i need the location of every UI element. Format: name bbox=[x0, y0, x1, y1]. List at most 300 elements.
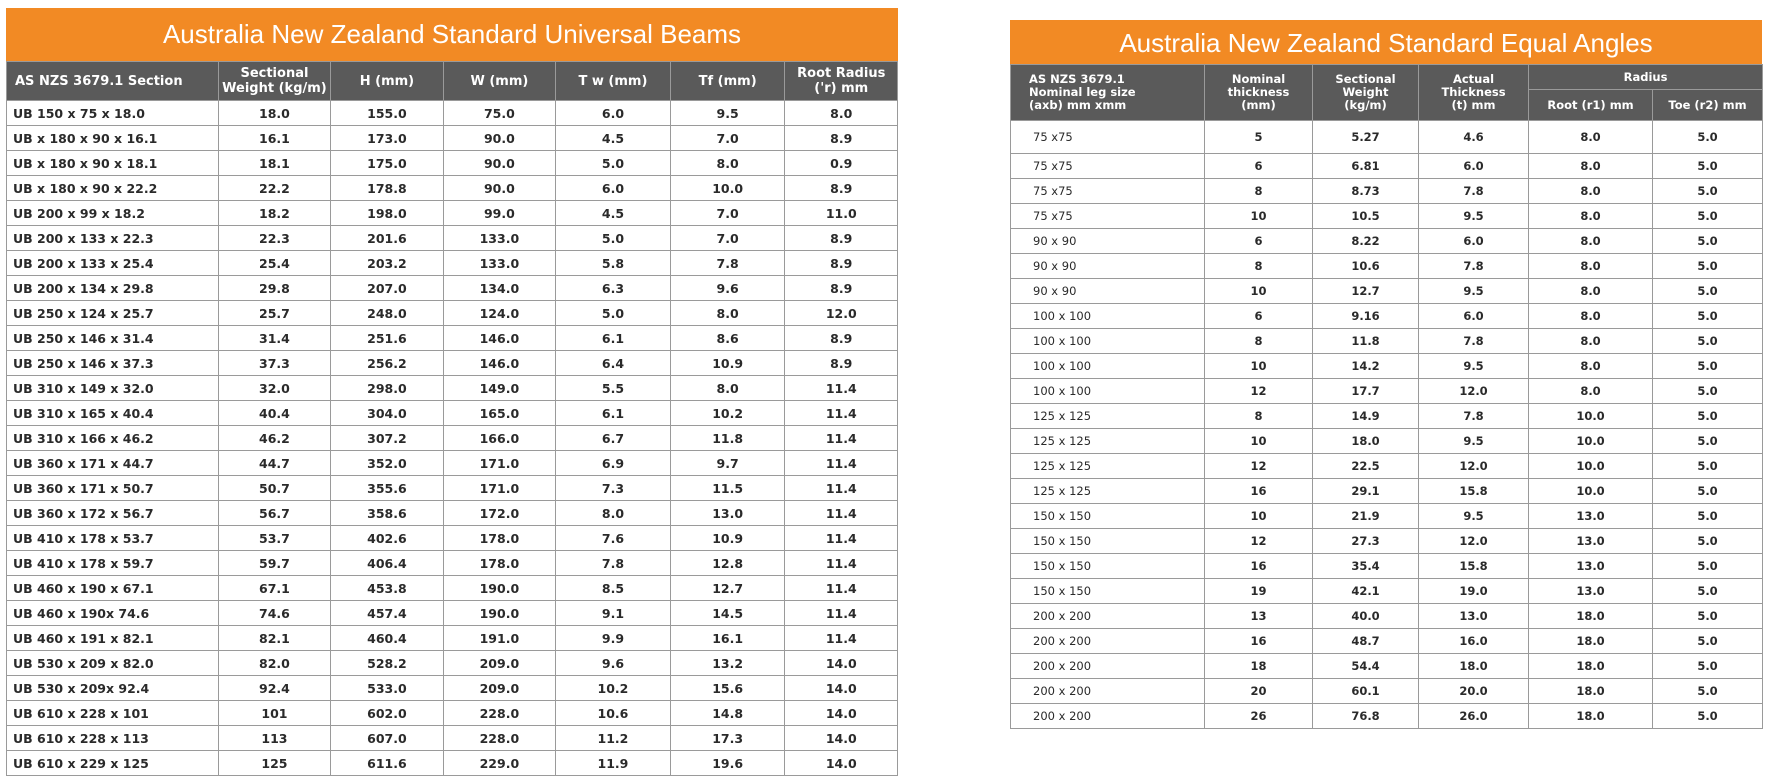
angles-table-cell: 6 bbox=[1205, 154, 1313, 179]
beams-table-cell: 8.9 bbox=[785, 351, 898, 376]
beams-table-cell: 82.0 bbox=[218, 651, 330, 676]
angles-table-row bbox=[1011, 704, 1763, 729]
beams-table-cell: 11.4 bbox=[785, 601, 898, 626]
beams-table-cell: UB 360 x 171 x 44.7 bbox=[7, 451, 219, 476]
angles-table-row bbox=[1011, 629, 1763, 654]
angles-header-nominal-line2: thickness bbox=[1227, 85, 1290, 99]
angles-header-weight-line3: (kg/m) bbox=[1344, 98, 1387, 112]
angles-table-cell: 75 x75 bbox=[1011, 179, 1205, 204]
beams-table-cell: 90.0 bbox=[443, 151, 555, 176]
angles-table-cell: 150 x 150 bbox=[1011, 529, 1205, 554]
angles-table-cell: 125 x 125 bbox=[1011, 479, 1205, 504]
beams-table-cell: 171.0 bbox=[443, 451, 555, 476]
angles-table-cell: 5.0 bbox=[1653, 429, 1763, 454]
angles-table-cell: 8 bbox=[1205, 329, 1313, 354]
beams-table-cell: 251.6 bbox=[331, 326, 443, 351]
beams-table-cell: 16.1 bbox=[218, 126, 330, 151]
angles-table-cell: 90 x 90 bbox=[1011, 229, 1205, 254]
beams-table-cell: 11.9 bbox=[556, 751, 671, 776]
angles-table bbox=[1010, 64, 1763, 729]
beams-table-cell: 228.0 bbox=[443, 726, 555, 751]
angles-header-actual-line2: Thickness bbox=[1441, 85, 1506, 99]
beams-table-cell: 11.4 bbox=[785, 526, 898, 551]
angles-table-row bbox=[1011, 379, 1763, 404]
angles-table-cell: 26 bbox=[1205, 704, 1313, 729]
angles-table-cell: 5.0 bbox=[1653, 121, 1763, 154]
beams-table-cell: UB 410 x 178 x 59.7 bbox=[7, 551, 219, 576]
beams-table-cell: 172.0 bbox=[443, 501, 555, 526]
angles-table-cell: 76.8 bbox=[1313, 704, 1419, 729]
beams-table-cell: UB 460 x 191 x 82.1 bbox=[7, 626, 219, 651]
angles-table-cell: 48.7 bbox=[1313, 629, 1419, 654]
angles-table-cell: 18.0 bbox=[1529, 629, 1653, 654]
beams-table-cell: 171.0 bbox=[443, 476, 555, 501]
angles-table-cell: 42.1 bbox=[1313, 579, 1419, 604]
beams-table-cell: 460.4 bbox=[331, 626, 443, 651]
beams-table-cell: UB 460 x 190 x 67.1 bbox=[7, 576, 219, 601]
beams-table-cell: UB x 180 x 90 x 16.1 bbox=[7, 126, 219, 151]
beams-table-cell: 133.0 bbox=[443, 251, 555, 276]
beams-header-w: W (mm) bbox=[443, 62, 555, 101]
beams-table-cell: UB 460 x 190x 74.6 bbox=[7, 601, 219, 626]
angles-table-row bbox=[1011, 579, 1763, 604]
beams-table-cell: 101 bbox=[218, 701, 330, 726]
angles-table-cell: 10 bbox=[1205, 204, 1313, 229]
angles-table-row bbox=[1011, 279, 1763, 304]
beams-table-row bbox=[7, 476, 898, 501]
beams-table-cell: 5.8 bbox=[556, 251, 671, 276]
angles-table-cell: 40.0 bbox=[1313, 604, 1419, 629]
beams-table-cell: 6.9 bbox=[556, 451, 671, 476]
angles-table-cell: 18.0 bbox=[1529, 679, 1653, 704]
beams-table-cell: 10.2 bbox=[670, 401, 785, 426]
angles-table-cell: 5.0 bbox=[1653, 654, 1763, 679]
angles-table-cell: 5.0 bbox=[1653, 579, 1763, 604]
beams-table-cell: 22.3 bbox=[218, 226, 330, 251]
beams-table-cell: 165.0 bbox=[443, 401, 555, 426]
beams-table-cell: 11.0 bbox=[785, 201, 898, 226]
angles-table-cell: 5.0 bbox=[1653, 254, 1763, 279]
beams-table-cell: 9.7 bbox=[670, 451, 785, 476]
angles-table-cell: 10.0 bbox=[1529, 479, 1653, 504]
beams-table-cell: 175.0 bbox=[331, 151, 443, 176]
angles-table-cell: 12.0 bbox=[1419, 379, 1529, 404]
angles-table-cell: 150 x 150 bbox=[1011, 579, 1205, 604]
beams-table-cell: 8.9 bbox=[785, 326, 898, 351]
beams-table-cell: 25.4 bbox=[218, 251, 330, 276]
beams-table-cell: 11.4 bbox=[785, 426, 898, 451]
angles-table-cell: 8.0 bbox=[1529, 354, 1653, 379]
beams-table-cell: 352.0 bbox=[331, 451, 443, 476]
beams-table-cell: 40.4 bbox=[218, 401, 330, 426]
angles-table-cell: 12 bbox=[1205, 454, 1313, 479]
angles-table-cell: 75 x75 bbox=[1011, 154, 1205, 179]
angles-table-cell: 5.0 bbox=[1653, 229, 1763, 254]
angles-table-cell: 35.4 bbox=[1313, 554, 1419, 579]
angles-table-cell: 5.0 bbox=[1653, 454, 1763, 479]
beams-table-cell: 209.0 bbox=[443, 651, 555, 676]
angles-table-cell: 5.0 bbox=[1653, 679, 1763, 704]
beams-table-cell: UB 250 x 124 x 25.7 bbox=[7, 301, 219, 326]
angles-header-size-line2: Nominal leg size bbox=[1029, 85, 1136, 99]
angles-table-cell: 16.0 bbox=[1419, 629, 1529, 654]
angles-table-cell: 6.0 bbox=[1419, 304, 1529, 329]
angles-table-cell: 6 bbox=[1205, 304, 1313, 329]
angles-table-cell: 100 x 100 bbox=[1011, 304, 1205, 329]
beams-table-cell: 11.2 bbox=[556, 726, 671, 751]
beams-table-cell: 8.9 bbox=[785, 251, 898, 276]
beams-table-cell: 12.0 bbox=[785, 301, 898, 326]
beams-table-cell: 11.4 bbox=[785, 451, 898, 476]
angles-table-cell: 29.1 bbox=[1313, 479, 1419, 504]
angles-table-row bbox=[1011, 204, 1763, 229]
beams-header-weight-line2: Weight (kg/m) bbox=[222, 81, 327, 96]
angles-table-cell: 60.1 bbox=[1313, 679, 1419, 704]
beams-table-cell: 11.4 bbox=[785, 476, 898, 501]
beams-table-row bbox=[7, 201, 898, 226]
angles-table-cell: 100 x 100 bbox=[1011, 329, 1205, 354]
angles-table-cell: 9.5 bbox=[1419, 279, 1529, 304]
angles-table-cell: 100 x 100 bbox=[1011, 354, 1205, 379]
angles-table-cell: 12 bbox=[1205, 529, 1313, 554]
beams-table-cell: 12.8 bbox=[670, 551, 785, 576]
beams-table-cell: 6.7 bbox=[556, 426, 671, 451]
angles-table-cell: 18.0 bbox=[1529, 704, 1653, 729]
angles-header-size bbox=[1011, 65, 1205, 121]
angles-table-row bbox=[1011, 354, 1763, 379]
angles-table-row bbox=[1011, 404, 1763, 429]
angles-table-cell: 5.0 bbox=[1653, 154, 1763, 179]
beams-table-cell: 7.8 bbox=[556, 551, 671, 576]
angles-header-actual-line3: (t) mm bbox=[1451, 98, 1496, 112]
beams-table-cell: 9.9 bbox=[556, 626, 671, 651]
angles-table-row bbox=[1011, 654, 1763, 679]
beams-title: Australia New Zealand Standard Universal Beams bbox=[162, 19, 742, 49]
beams-table-body bbox=[7, 101, 898, 776]
beams-table-row bbox=[7, 126, 898, 151]
beams-table-row bbox=[7, 351, 898, 376]
angles-table-cell: 11.8 bbox=[1313, 329, 1419, 354]
beams-table-row bbox=[7, 501, 898, 526]
angles-table-cell: 22.5 bbox=[1313, 454, 1419, 479]
beams-header-weight bbox=[218, 62, 330, 101]
beams-table-cell: 11.4 bbox=[785, 376, 898, 401]
angles-table-cell: 8.0 bbox=[1529, 329, 1653, 354]
beams-table-cell: 13.0 bbox=[670, 501, 785, 526]
angles-table-cell: 12.0 bbox=[1419, 529, 1529, 554]
angles-table-row bbox=[1011, 304, 1763, 329]
angles-table-cell: 7.8 bbox=[1419, 179, 1529, 204]
angles-table-cell: 8.0 bbox=[1529, 379, 1653, 404]
beams-table-cell: 56.7 bbox=[218, 501, 330, 526]
angles-table-cell: 5.0 bbox=[1653, 329, 1763, 354]
angles-table-cell: 5.0 bbox=[1653, 529, 1763, 554]
beams-table-cell: UB 360 x 171 x 50.7 bbox=[7, 476, 219, 501]
beams-table-cell: 19.6 bbox=[670, 751, 785, 776]
beams-table-cell: 25.7 bbox=[218, 301, 330, 326]
beams-table-cell: 5.0 bbox=[556, 151, 671, 176]
beams-table-cell: 528.2 bbox=[331, 651, 443, 676]
angles-table-cell: 200 x 200 bbox=[1011, 654, 1205, 679]
angles-table-row bbox=[1011, 679, 1763, 704]
beams-table-cell: 178.0 bbox=[443, 551, 555, 576]
beams-table-cell: 11.4 bbox=[785, 551, 898, 576]
angles-table-cell: 125 x 125 bbox=[1011, 404, 1205, 429]
angles-table-cell: 12.7 bbox=[1313, 279, 1419, 304]
beams-table-cell: 173.0 bbox=[331, 126, 443, 151]
beams-table-cell: 22.2 bbox=[218, 176, 330, 201]
beams-table-cell: 8.0 bbox=[785, 101, 898, 126]
beams-table-cell: 9.6 bbox=[556, 651, 671, 676]
beams-table-cell: 10.9 bbox=[670, 526, 785, 551]
angles-table-cell: 8.0 bbox=[1529, 254, 1653, 279]
beams-table-cell: 14.0 bbox=[785, 701, 898, 726]
beams-table-cell: 457.4 bbox=[331, 601, 443, 626]
beams-table-cell: 8.0 bbox=[670, 151, 785, 176]
beams-table-cell: UB 610 x 228 x 101 bbox=[7, 701, 219, 726]
angles-table-cell: 200 x 200 bbox=[1011, 629, 1205, 654]
beams-table-cell: 37.3 bbox=[218, 351, 330, 376]
beams-table-cell: 11.5 bbox=[670, 476, 785, 501]
angles-table-cell: 12 bbox=[1205, 379, 1313, 404]
angles-table-cell: 13.0 bbox=[1529, 529, 1653, 554]
angles-table-cell: 20 bbox=[1205, 679, 1313, 704]
angles-header-weight bbox=[1313, 65, 1419, 121]
angles-table-cell: 15.8 bbox=[1419, 554, 1529, 579]
beams-table-cell: 31.4 bbox=[218, 326, 330, 351]
beams-table-cell: UB 310 x 149 x 32.0 bbox=[7, 376, 219, 401]
beams-table-row bbox=[7, 601, 898, 626]
beams-table-cell: 203.2 bbox=[331, 251, 443, 276]
angles-table-cell: 100 x 100 bbox=[1011, 379, 1205, 404]
beams-table-row bbox=[7, 226, 898, 251]
beams-table-cell: 92.4 bbox=[218, 676, 330, 701]
angles-table-cell: 7.8 bbox=[1419, 329, 1529, 354]
beams-table-row bbox=[7, 176, 898, 201]
beams-table-cell: 453.8 bbox=[331, 576, 443, 601]
beams-table-row bbox=[7, 451, 898, 476]
beams-header-tw: T w (mm) bbox=[556, 62, 671, 101]
beams-table-cell: UB x 180 x 90 x 22.2 bbox=[7, 176, 219, 201]
angles-table-cell: 12.0 bbox=[1419, 454, 1529, 479]
angles-table-cell: 9.5 bbox=[1419, 354, 1529, 379]
beams-table-cell: 4.5 bbox=[556, 126, 671, 151]
beams-table-cell: 298.0 bbox=[331, 376, 443, 401]
angles-table-cell: 8.0 bbox=[1529, 304, 1653, 329]
angles-header-toe: Toe (r2) mm bbox=[1653, 90, 1763, 121]
angles-table-cell: 18.0 bbox=[1419, 654, 1529, 679]
beams-table-cell: 406.4 bbox=[331, 551, 443, 576]
beams-table-cell: UB 200 x 99 x 18.2 bbox=[7, 201, 219, 226]
beams-table-cell: 44.7 bbox=[218, 451, 330, 476]
beams-table-cell: 8.0 bbox=[670, 376, 785, 401]
angles-table-cell: 10 bbox=[1205, 279, 1313, 304]
angles-table-cell: 5 bbox=[1205, 121, 1313, 154]
beams-table-cell: 9.5 bbox=[670, 101, 785, 126]
angles-table-cell: 13.0 bbox=[1529, 579, 1653, 604]
beams-table-cell: 149.0 bbox=[443, 376, 555, 401]
beams-table-cell: 178.8 bbox=[331, 176, 443, 201]
beams-table-cell: 146.0 bbox=[443, 326, 555, 351]
angles-header-weight-line2: Weight bbox=[1342, 85, 1389, 99]
angles-table-cell: 19 bbox=[1205, 579, 1313, 604]
angles-title-banner bbox=[1010, 20, 1762, 64]
beams-table-cell: 133.0 bbox=[443, 226, 555, 251]
beams-table-cell: 8.9 bbox=[785, 126, 898, 151]
angles-table-cell: 7.8 bbox=[1419, 254, 1529, 279]
angles-table-cell: 200 x 200 bbox=[1011, 704, 1205, 729]
beams-table-cell: 134.0 bbox=[443, 276, 555, 301]
beams-table-cell: 5.0 bbox=[556, 226, 671, 251]
angles-table-cell: 18 bbox=[1205, 654, 1313, 679]
beams-table-cell: 14.5 bbox=[670, 601, 785, 626]
angles-table-row bbox=[1011, 554, 1763, 579]
beams-header-weight-line1: Sectional bbox=[240, 66, 309, 81]
angles-table-cell: 5.0 bbox=[1653, 504, 1763, 529]
angles-table-cell: 10 bbox=[1205, 504, 1313, 529]
angles-table-cell: 18.0 bbox=[1529, 604, 1653, 629]
angles-table-cell: 75 x75 bbox=[1011, 204, 1205, 229]
universal-beams-panel bbox=[6, 8, 898, 776]
beams-table-cell: UB 360 x 172 x 56.7 bbox=[7, 501, 219, 526]
beams-table-cell: 6.4 bbox=[556, 351, 671, 376]
angles-table-cell: 20.0 bbox=[1419, 679, 1529, 704]
angles-table-row bbox=[1011, 454, 1763, 479]
angles-header-row-1 bbox=[1011, 65, 1763, 90]
beams-table-cell: UB 310 x 166 x 46.2 bbox=[7, 426, 219, 451]
angles-table-cell: 8.73 bbox=[1313, 179, 1419, 204]
beams-table-row bbox=[7, 576, 898, 601]
angles-header-actual-line1: Actual bbox=[1452, 72, 1495, 86]
angles-table-cell: 5.0 bbox=[1653, 204, 1763, 229]
angles-table-cell: 5.0 bbox=[1653, 629, 1763, 654]
beams-header-root-line1: Root Radius bbox=[797, 66, 886, 81]
beams-table-cell: 18.2 bbox=[218, 201, 330, 226]
angles-table-cell: 10.5 bbox=[1313, 204, 1419, 229]
beams-table-cell: 8.6 bbox=[670, 326, 785, 351]
angles-table-row bbox=[1011, 254, 1763, 279]
angles-table-cell: 27.3 bbox=[1313, 529, 1419, 554]
beams-table-cell: 8.0 bbox=[670, 301, 785, 326]
beams-table-cell: UB 530 x 209 x 82.0 bbox=[7, 651, 219, 676]
beams-table-cell: 11.8 bbox=[670, 426, 785, 451]
angles-header-nominal bbox=[1205, 65, 1313, 121]
beams-table-cell: 90.0 bbox=[443, 176, 555, 201]
angles-table-cell: 8.0 bbox=[1529, 279, 1653, 304]
beams-table-cell: 11.4 bbox=[785, 501, 898, 526]
beams-table-cell: 355.6 bbox=[331, 476, 443, 501]
angles-table-row bbox=[1011, 479, 1763, 504]
angles-table-cell: 54.4 bbox=[1313, 654, 1419, 679]
beams-table-cell: UB 200 x 133 x 22.3 bbox=[7, 226, 219, 251]
angles-table-cell: 5.0 bbox=[1653, 554, 1763, 579]
angles-table-cell: 5.0 bbox=[1653, 404, 1763, 429]
angles-table-cell: 10.0 bbox=[1529, 454, 1653, 479]
angles-header-nominal-line1: Nominal bbox=[1231, 72, 1286, 86]
angles-table-cell: 13.0 bbox=[1419, 604, 1529, 629]
beams-table-cell: 67.1 bbox=[218, 576, 330, 601]
angles-table-cell: 125 x 125 bbox=[1011, 454, 1205, 479]
beams-table-row bbox=[7, 276, 898, 301]
angles-table-cell: 14.9 bbox=[1313, 404, 1419, 429]
angles-table-cell: 6.0 bbox=[1419, 154, 1529, 179]
angles-table-row bbox=[1011, 229, 1763, 254]
beams-table-cell: 191.0 bbox=[443, 626, 555, 651]
angles-table-cell: 6.0 bbox=[1419, 229, 1529, 254]
beams-table-row bbox=[7, 701, 898, 726]
angles-table-cell: 90 x 90 bbox=[1011, 254, 1205, 279]
beams-table bbox=[6, 61, 898, 776]
beams-table-cell: 11.4 bbox=[785, 626, 898, 651]
beams-table-cell: 7.0 bbox=[670, 126, 785, 151]
beams-table-cell: 307.2 bbox=[331, 426, 443, 451]
beams-table-cell: 190.0 bbox=[443, 601, 555, 626]
beams-table-cell: 125 bbox=[218, 751, 330, 776]
angles-table-cell: 4.6 bbox=[1419, 121, 1529, 154]
beams-table-cell: 14.8 bbox=[670, 701, 785, 726]
beams-table-cell: 6.1 bbox=[556, 401, 671, 426]
beams-table-row bbox=[7, 751, 898, 776]
beams-table-cell: 7.0 bbox=[670, 201, 785, 226]
beams-table-row bbox=[7, 251, 898, 276]
angles-table-cell: 14.2 bbox=[1313, 354, 1419, 379]
beams-table-cell: 12.7 bbox=[670, 576, 785, 601]
angles-header-size-line3: (axb) mm xmm bbox=[1029, 98, 1127, 112]
angles-table-cell: 9.5 bbox=[1419, 204, 1529, 229]
angles-table-cell: 19.0 bbox=[1419, 579, 1529, 604]
beams-table-cell: 6.1 bbox=[556, 326, 671, 351]
angles-table-row bbox=[1011, 529, 1763, 554]
beams-table-row bbox=[7, 676, 898, 701]
angles-table-cell: 5.0 bbox=[1653, 379, 1763, 404]
angles-table-cell: 8 bbox=[1205, 179, 1313, 204]
beams-table-cell: 0.9 bbox=[785, 151, 898, 176]
beams-table-cell: 59.7 bbox=[218, 551, 330, 576]
beams-table-cell: 17.3 bbox=[670, 726, 785, 751]
angles-table-row bbox=[1011, 604, 1763, 629]
angles-header-radius: Radius bbox=[1529, 65, 1763, 90]
beams-table-row bbox=[7, 651, 898, 676]
angles-table-row bbox=[1011, 121, 1763, 154]
beams-table-row bbox=[7, 526, 898, 551]
beams-table-cell: 29.8 bbox=[218, 276, 330, 301]
beams-table-cell: 113 bbox=[218, 726, 330, 751]
beams-header-h: H (mm) bbox=[331, 62, 443, 101]
beams-table-cell: 602.0 bbox=[331, 701, 443, 726]
beams-table-cell: 124.0 bbox=[443, 301, 555, 326]
angles-table-cell: 10.0 bbox=[1529, 404, 1653, 429]
angles-table-cell: 200 x 200 bbox=[1011, 604, 1205, 629]
beams-table-cell: 18.0 bbox=[218, 101, 330, 126]
beams-table-cell: 256.2 bbox=[331, 351, 443, 376]
beams-table-cell: 6.0 bbox=[556, 176, 671, 201]
beams-table-cell: 5.0 bbox=[556, 301, 671, 326]
angles-table-cell: 8.0 bbox=[1529, 179, 1653, 204]
angles-header-nominal-line3: (mm) bbox=[1241, 98, 1276, 112]
beams-table-row bbox=[7, 301, 898, 326]
beams-header-section: AS NZS 3679.1 Section bbox=[7, 62, 219, 101]
beams-table-cell: 304.0 bbox=[331, 401, 443, 426]
angles-table-cell: 16 bbox=[1205, 479, 1313, 504]
beams-table-cell: 10.2 bbox=[556, 676, 671, 701]
beams-table-cell: 155.0 bbox=[331, 101, 443, 126]
beams-table-cell: 10.9 bbox=[670, 351, 785, 376]
angles-table-cell: 5.0 bbox=[1653, 704, 1763, 729]
angles-table-cell: 16 bbox=[1205, 629, 1313, 654]
beams-table-cell: 198.0 bbox=[331, 201, 443, 226]
angles-table-cell: 15.8 bbox=[1419, 479, 1529, 504]
beams-table-cell: 7.3 bbox=[556, 476, 671, 501]
